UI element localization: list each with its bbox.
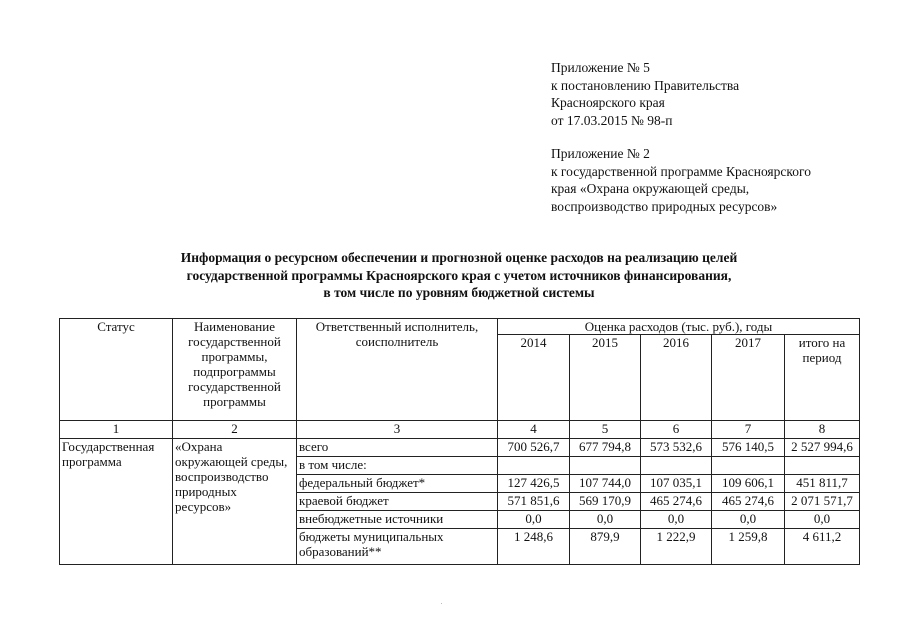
resource-table [59,318,860,565]
value-cell: 2 071 571,7 [785,493,860,511]
program-name-cell: «Охрана окружающей среды, воспроизводство природных ресурсов» [173,439,297,565]
row-label: в том числе: [297,457,498,475]
column-number: 1 [60,421,173,439]
value-cell: 879,9 [570,529,641,565]
column-number: 8 [785,421,860,439]
value-cell: 1 259,8 [712,529,785,565]
column-number-row [60,421,860,439]
value-cell: 4 611,2 [785,529,860,565]
status-cell: Государственная программа [60,439,173,565]
title-line: Информация о ресурсном обеспечении и прогнозной оценке расходов на реализацию целей [180,250,738,265]
value-cell: 1 222,9 [641,529,712,565]
header-status: Статус [60,319,173,421]
column-number: 2 [173,421,297,439]
value-cell [785,457,860,475]
value-cell: 677 794,8 [570,439,641,457]
title-line: в том числе по уровням бюджетной системы [323,285,595,300]
table-row [60,439,860,457]
row-label: всего [297,439,498,457]
row-label: бюджеты муниципальных образований** [297,529,498,565]
annex-program-line: Приложение № 2 [551,146,650,161]
column-number: 7 [712,421,785,439]
value-cell: 127 426,5 [498,475,570,493]
document-title [60,249,858,302]
value-cell: 1 248,6 [498,529,570,565]
annex-main-line: от 17.03.2015 № 98-п [551,112,673,128]
row-label: внебюджетные источники [297,511,498,529]
annex-program-line: воспроизводство природных ресурсов» [551,198,778,214]
scan-speck [441,603,442,604]
column-number: 4 [498,421,570,439]
column-number: 3 [297,421,498,439]
column-number: 6 [641,421,712,439]
value-cell [570,457,641,475]
value-cell: 0,0 [498,511,570,529]
value-cell: 107 744,0 [570,475,641,493]
value-cell: 465 274,6 [641,493,712,511]
value-cell: 465 274,6 [712,493,785,511]
value-cell: 0,0 [641,511,712,529]
row-label: федеральный бюджет* [297,475,498,493]
value-cell: 571 851,6 [498,493,570,511]
annex-program-line: края «Охрана окружающей среды, [551,181,750,196]
value-cell: 569 170,9 [570,493,641,511]
header-year: 2014 [498,335,570,421]
value-cell [641,457,712,475]
value-cell: 109 606,1 [712,475,785,493]
annex-main-line: Красноярского края [551,95,665,110]
header-year: 2017 [712,335,785,421]
value-cell: 0,0 [712,511,785,529]
value-cell: 107 035,1 [641,475,712,493]
value-cell: 2 527 994,6 [785,439,860,457]
title-line: государственной программы Красноярского края с учетом источников финансирования, [186,267,732,283]
annex-program-line: к государственной программе Красноярского [551,163,811,179]
header-estimate: Оценка расходов (тыс. руб.), годы [498,319,860,335]
annex-main-line: Приложение № 5 [551,60,650,75]
value-cell: 451 811,7 [785,475,860,493]
value-cell: 573 532,6 [641,439,712,457]
header-program-name: Наименование государственной программы, подпрограммы государственной программы [173,319,297,421]
value-cell [498,457,570,475]
value-cell [712,457,785,475]
value-cell: 0,0 [570,511,641,529]
header-year: 2016 [641,335,712,421]
value-cell: 0,0 [785,511,860,529]
annex-main-block [551,59,739,129]
column-number: 5 [570,421,641,439]
row-label: краевой бюджет [297,493,498,511]
header-executor: Ответственный исполнитель, соисполнитель [297,319,498,421]
header-total: итого на период [785,335,860,421]
value-cell: 576 140,5 [712,439,785,457]
value-cell: 700 526,7 [498,439,570,457]
annex-main-line: к постановлению Правительства [551,77,740,93]
annex-program-block [551,145,811,215]
header-year: 2015 [570,335,641,421]
